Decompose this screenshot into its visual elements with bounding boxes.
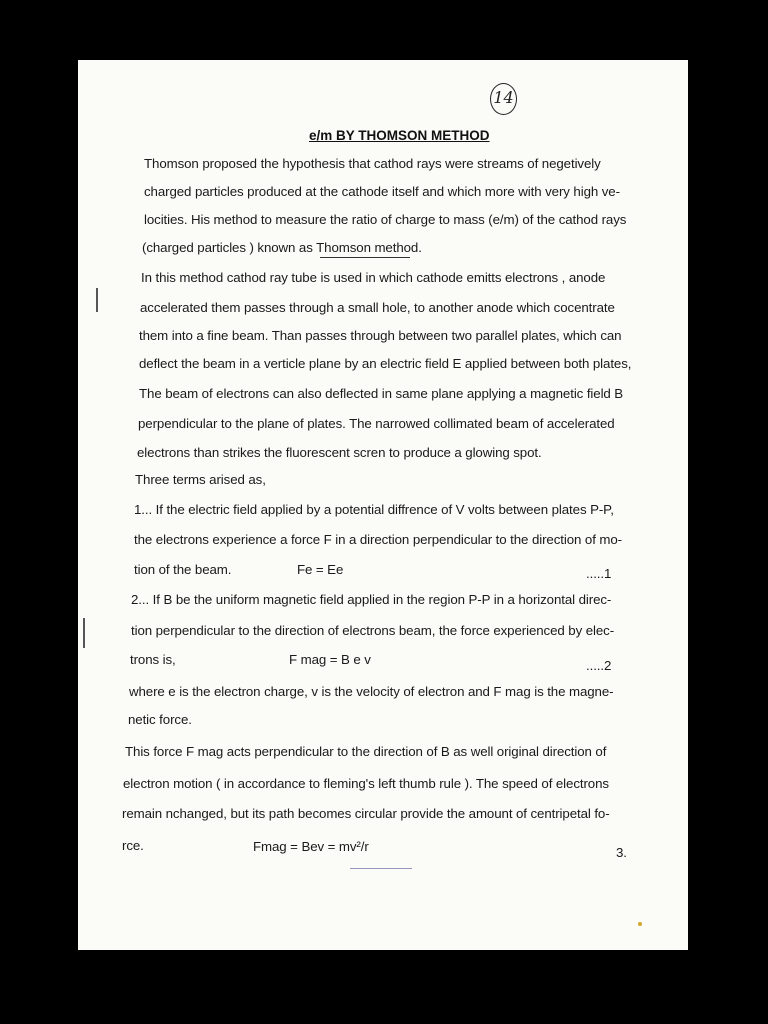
text-line: locities. His method to measure the ratio of charge to mass (e/m) of the cathod rays [144, 212, 627, 227]
page-title: e/m BY THOMSON METHOD [309, 128, 490, 143]
scan-border-top [0, 0, 768, 60]
text-line: Three terms arised as, [135, 472, 266, 487]
text-line: remain nchanged, but its path becomes circular provide the amount of centripetal fo- [122, 806, 610, 821]
text-line: (charged particles ) known as Thomson method. [142, 240, 422, 255]
text-line: tion of the beam. [134, 562, 232, 577]
text-line: electron motion ( in accordance to fleming's left thumb rule ). The speed of electrons [123, 776, 609, 791]
text-line: Thomson proposed the hypothesis that cathod rays were streams of negetively [144, 156, 601, 171]
equation-number: .....1 [586, 566, 612, 581]
equation: Fe = Ee [297, 562, 344, 577]
text-line: The beam of electrons can also deflected in same plane applying a magnetic field B [139, 386, 624, 401]
text-line: 2... If B be the uniform magnetic field applied in the region P-P in a horizontal direc- [131, 592, 612, 607]
text-line: rce. [122, 838, 144, 853]
stain-dot [638, 922, 642, 926]
text-line: electrons than strikes the fluorescent scren to produce a glowing spot. [137, 445, 542, 460]
text-line: where e is the electron charge, v is the velocity of electron and F mag is the magne- [129, 684, 614, 699]
text-line: charged particles produced at the cathode itself and which more with very high ve- [144, 184, 620, 199]
equation-number: .....2 [586, 658, 612, 673]
text-line: 1... If the electric field applied by a potential diffrence of V volts between plates P-P, [134, 502, 614, 517]
document-page [78, 60, 688, 950]
text-line: deflect the beam in a verticle plane by an electric field E applied between both plates, [139, 356, 632, 371]
text-line: the electrons experience a force F in a direction perpendicular to the direction of mo- [134, 532, 622, 547]
scan-border-bottom [0, 950, 768, 1024]
underline [320, 257, 410, 258]
text-line: trons is, [130, 652, 176, 667]
text-line: tion perpendicular to the direction of electrons beam, the force experienced by elec- [131, 623, 615, 638]
margin-mark [96, 288, 98, 312]
text-line: In this method cathod ray tube is used in which cathode emitts electrons , anode [141, 270, 606, 285]
text-line: This force F mag acts perpendicular to the direction of B as well original direction of [125, 744, 607, 759]
equation-number: 3. [616, 845, 627, 860]
pencil-underline [350, 868, 412, 869]
text-line: netic force. [128, 712, 192, 727]
page-number: 14 [490, 83, 517, 115]
text-line: perpendicular to the plane of plates. The narrowed collimated beam of accelerated [138, 416, 615, 431]
equation: F mag = B e v [289, 652, 371, 667]
equation: Fmag = Bev = mv²/r [253, 839, 369, 854]
margin-mark [83, 618, 85, 648]
text-line: them into a fine beam. Than passes through between two parallel plates, which can [139, 328, 622, 343]
text-line: accelerated them passes through a small hole, to another anode which cocentrate [140, 300, 615, 315]
